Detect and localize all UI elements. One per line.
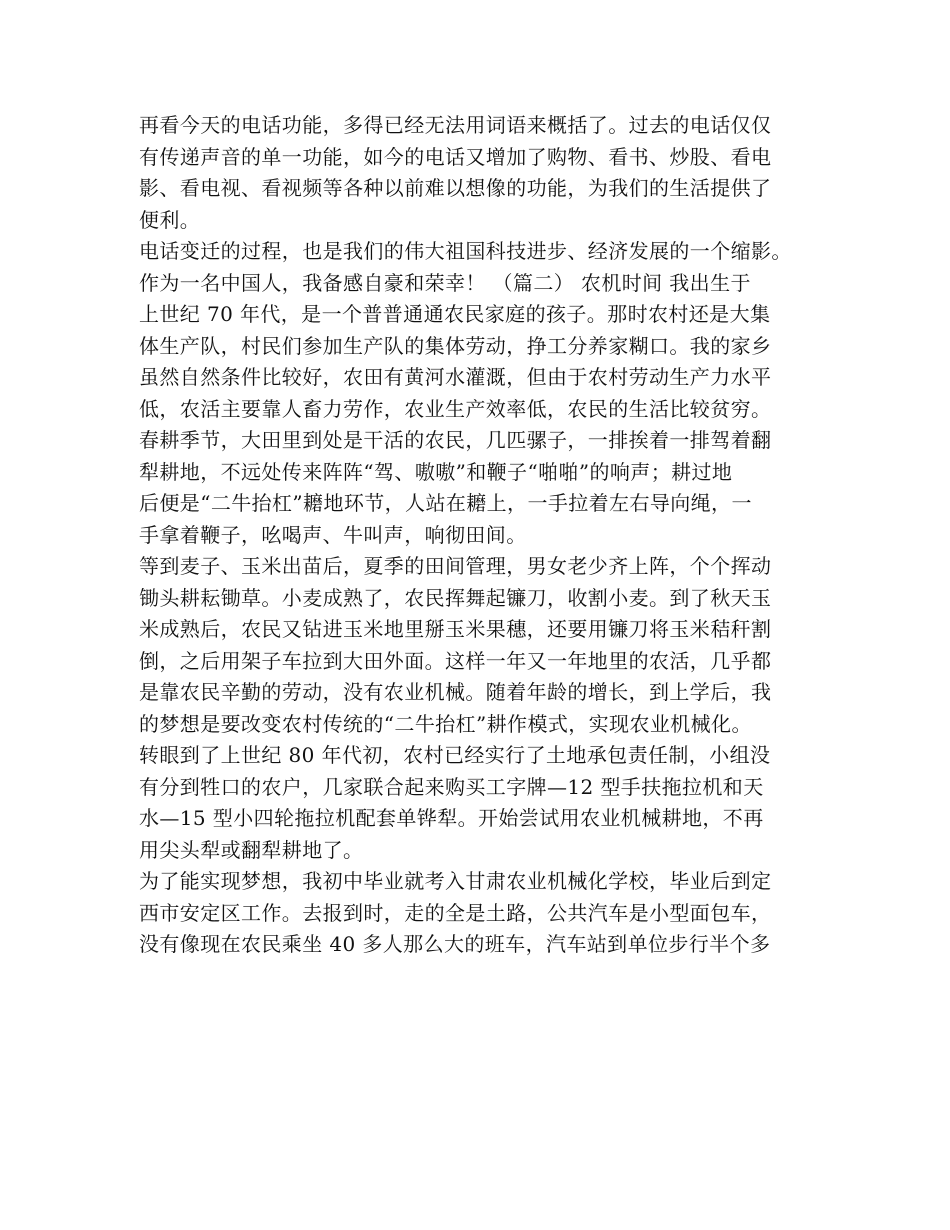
text-line: 上世纪 70 年代，是一个普普通通农民家庭的孩子。那时农村还是大集	[139, 302, 771, 326]
document-body	[139, 110, 819, 961]
text-line: 虽然自然条件比较好，农田有黄河水灌溉，但由于农村劳动生产力水平	[139, 365, 772, 389]
text-line: 转眼到了上世纪 80 年代初，农村已经实行了土地承包责任制，小组没	[139, 743, 771, 767]
text-line: 西市安定区工作。去报到时，走的全是土路，公共汽车是小型面包车，	[139, 900, 772, 925]
text-line: 作为一名中国人，我备感自豪和荣幸！ （篇二） 农机时间 我出生于	[139, 270, 751, 295]
text-line: 水—15 型小四轮拖拉机配套单铧犁。开始尝试用农业机械耕地，不再	[139, 806, 764, 830]
text-line: 低，农活主要靠人畜力劳作，农业生产效率低，农民的生活比较贫穷。	[139, 396, 772, 421]
text-line: 电话变迁的过程，也是我们的伟大祖国科技进步、经济发展的一个缩影。	[139, 239, 792, 263]
text-line: 再看今天的电话功能，多得已经无法用词语来概括了。过去的电话仅仅	[139, 113, 772, 137]
text-line: 春耕季节，大田里到处是干活的农民，几匹骡子，一排挨着一排驾着翻	[139, 428, 772, 452]
text-line: 后便是“二牛抬杠”耱地环节，人站在耱上，一手拉着左右导向绳，一	[139, 491, 752, 515]
text-line: 等到麦子、玉米出苗后，夏季的田间管理，男女老少齐上阵，个个挥动	[139, 554, 772, 578]
text-line: 为了能实现梦想，我初中毕业就考入甘肃农业机械化学校，毕业后到定	[139, 869, 772, 893]
text-line: 便利。	[139, 207, 201, 232]
text-line: 没有像现在农民乘坐 40 多人那么大的班车，汽车站到单位步行半个多	[139, 932, 771, 956]
text-line: 影、看电视、看视频等各种以前难以想像的功能，为我们的生活提供了	[139, 176, 772, 200]
text-line: 是靠农民辛勤的劳动，没有农业机械。随着年龄的增长，到上学后，我	[139, 680, 772, 704]
text-line: 倒，之后用架子车拉到大田外面。这样一年又一年地里的农活，几乎都	[139, 648, 772, 673]
text-line: 锄头耕耘锄草。小麦成熟了，农民挥舞起镰刀，收割小麦。到了秋天玉	[139, 585, 772, 610]
text-line: 有分到牲口的农户，几家联合起来购买工字牌—12 型手扶拖拉机和天	[139, 774, 764, 799]
text-line: 的梦想是要改变农村传统的“二牛抬杠”耕作模式，实现农业机械化。	[139, 711, 752, 736]
text-line: 手拿着鞭子，吆喝声、牛叫声，响彻田间。	[139, 522, 527, 547]
text-line: 用尖头犁或翻犁耕地了。	[139, 837, 364, 862]
text-line: 体生产队，村民们参加生产队的集体劳动，挣工分养家糊口。我的家乡	[139, 333, 772, 358]
text-line: 犁耕地，不远处传来阵阵“驾、嗷嗷”和鞭子“啪啪”的响声；耕过地	[139, 459, 733, 484]
text-line: 有传递声音的单一功能，如今的电话又增加了购物、看书、炒股、看电	[139, 144, 772, 169]
text-line: 米成熟后，农民又钻进玉米地里掰玉米果穗，还要用镰刀将玉米秸秆割	[139, 617, 772, 641]
